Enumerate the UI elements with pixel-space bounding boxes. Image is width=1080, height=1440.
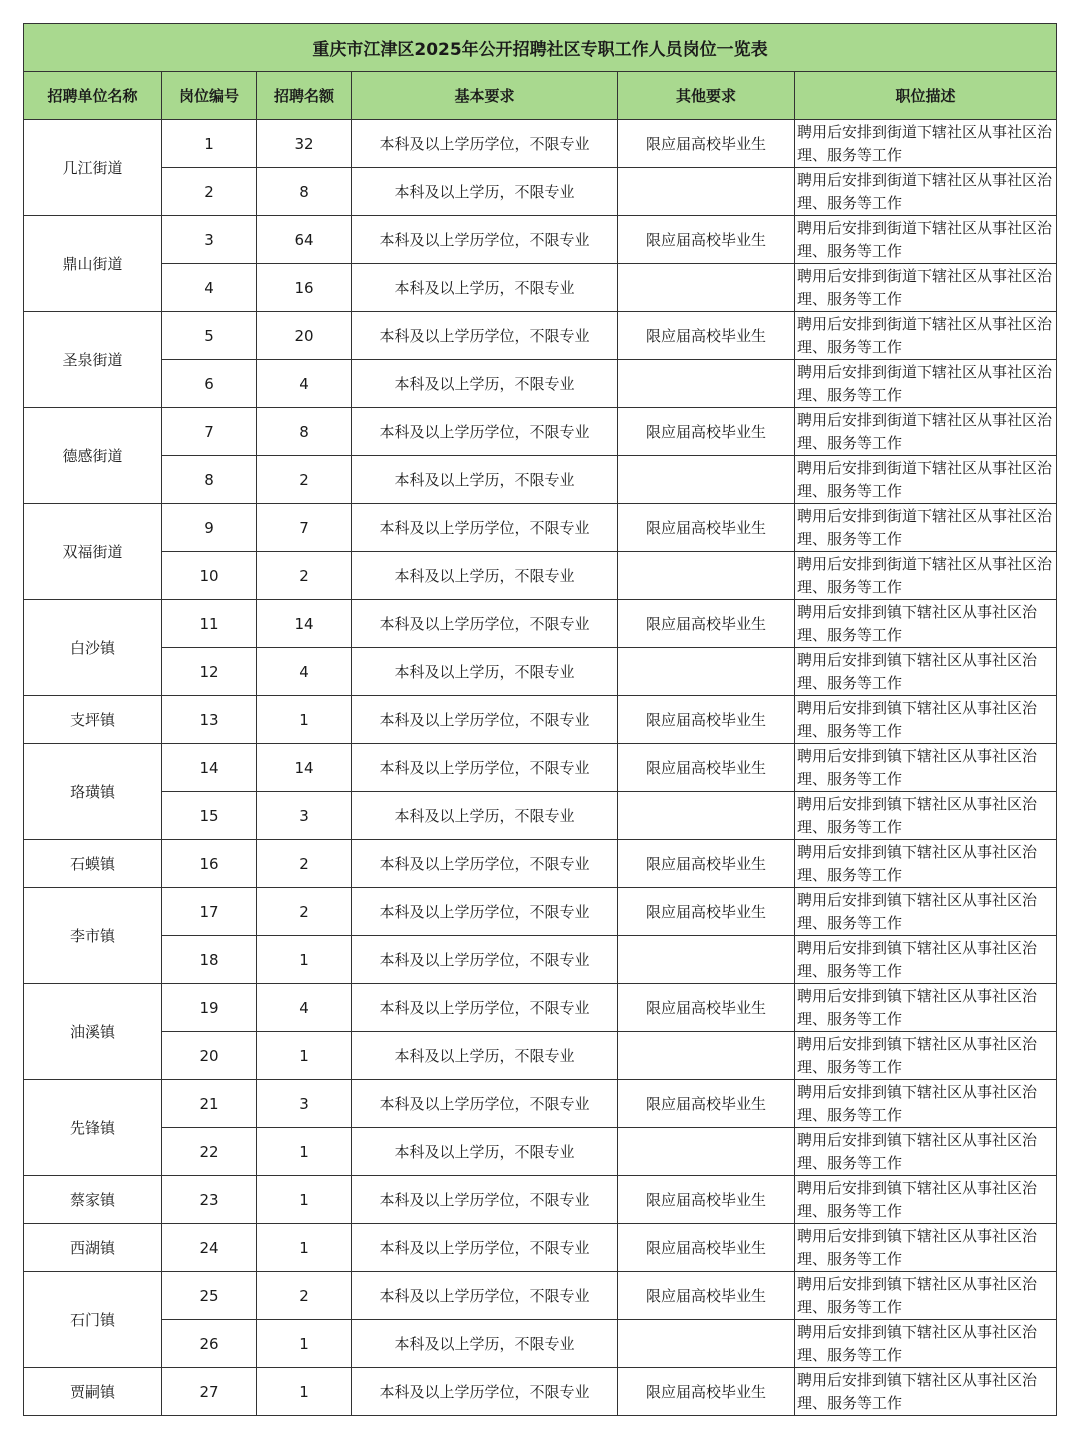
job-description-cell: 聘用后安排到街道下辖社区从事社区治理、服务等工作	[795, 552, 1057, 600]
position-id-cell: 26	[162, 1320, 257, 1368]
position-id-cell: 13	[162, 696, 257, 744]
job-description-cell: 聘用后安排到街道下辖社区从事社区治理、服务等工作	[795, 216, 1057, 264]
unit-name-cell: 德感街道	[24, 408, 162, 504]
table-row	[24, 1368, 1057, 1416]
position-id-cell: 18	[162, 936, 257, 984]
basic-requirement-cell: 本科及以上学历，不限专业	[352, 1128, 618, 1176]
position-id-cell: 14	[162, 744, 257, 792]
other-requirement-cell	[618, 1128, 795, 1176]
job-description-cell: 聘用后安排到街道下辖社区从事社区治理、服务等工作	[795, 264, 1057, 312]
job-description-cell: 聘用后安排到镇下辖社区从事社区治理、服务等工作	[795, 984, 1057, 1032]
unit-name-cell: 先锋镇	[24, 1080, 162, 1176]
table-row	[24, 120, 1057, 168]
position-id-cell: 3	[162, 216, 257, 264]
basic-requirement-cell: 本科及以上学历学位，不限专业	[352, 312, 618, 360]
other-requirement-cell	[618, 456, 795, 504]
table-row	[24, 504, 1057, 552]
table-row	[24, 1032, 1057, 1080]
other-requirement-cell: 限应届高校毕业生	[618, 408, 795, 456]
other-requirement-cell	[618, 264, 795, 312]
unit-name-cell: 双福街道	[24, 504, 162, 600]
basic-requirement-cell: 本科及以上学历，不限专业	[352, 648, 618, 696]
basic-requirement-cell: 本科及以上学历学位，不限专业	[352, 1368, 618, 1416]
quota-cell: 1	[257, 1032, 352, 1080]
other-requirement-cell: 限应届高校毕业生	[618, 984, 795, 1032]
position-id-cell: 4	[162, 264, 257, 312]
other-requirement-cell: 限应届高校毕业生	[618, 1080, 795, 1128]
other-requirement-cell: 限应届高校毕业生	[618, 1272, 795, 1320]
unit-name-cell: 油溪镇	[24, 984, 162, 1080]
quota-cell: 1	[257, 1176, 352, 1224]
basic-requirement-cell: 本科及以上学历，不限专业	[352, 1032, 618, 1080]
quota-cell: 1	[257, 936, 352, 984]
other-requirement-cell: 限应届高校毕业生	[618, 504, 795, 552]
position-id-cell: 27	[162, 1368, 257, 1416]
header-row	[24, 72, 1057, 120]
basic-requirement-cell: 本科及以上学历学位，不限专业	[352, 696, 618, 744]
other-requirement-cell: 限应届高校毕业生	[618, 696, 795, 744]
header-quota: 招聘名额	[257, 72, 352, 120]
other-requirement-cell: 限应届高校毕业生	[618, 888, 795, 936]
quota-cell: 4	[257, 648, 352, 696]
position-id-cell: 7	[162, 408, 257, 456]
basic-requirement-cell: 本科及以上学历，不限专业	[352, 552, 618, 600]
table-body	[24, 120, 1057, 1416]
table-row	[24, 696, 1057, 744]
basic-requirement-cell: 本科及以上学历学位，不限专业	[352, 936, 618, 984]
job-description-cell: 聘用后安排到镇下辖社区从事社区治理、服务等工作	[795, 1080, 1057, 1128]
quota-cell: 8	[257, 408, 352, 456]
basic-requirement-cell: 本科及以上学历学位，不限专业	[352, 504, 618, 552]
header-other-requirements: 其他要求	[618, 72, 795, 120]
job-description-cell: 聘用后安排到镇下辖社区从事社区治理、服务等工作	[795, 936, 1057, 984]
header-position-id: 岗位编号	[162, 72, 257, 120]
unit-name-cell: 西湖镇	[24, 1224, 162, 1272]
basic-requirement-cell: 本科及以上学历，不限专业	[352, 168, 618, 216]
basic-requirement-cell: 本科及以上学历，不限专业	[352, 792, 618, 840]
position-id-cell: 10	[162, 552, 257, 600]
job-description-cell: 聘用后安排到镇下辖社区从事社区治理、服务等工作	[795, 1320, 1057, 1368]
other-requirement-cell	[618, 1320, 795, 1368]
table-row	[24, 840, 1057, 888]
job-description-cell: 聘用后安排到镇下辖社区从事社区治理、服务等工作	[795, 840, 1057, 888]
position-id-cell: 17	[162, 888, 257, 936]
quota-cell: 32	[257, 120, 352, 168]
quota-cell: 20	[257, 312, 352, 360]
other-requirement-cell	[618, 792, 795, 840]
job-description-cell: 聘用后安排到街道下辖社区从事社区治理、服务等工作	[795, 168, 1057, 216]
quota-cell: 2	[257, 1272, 352, 1320]
table-row	[24, 600, 1057, 648]
job-description-cell: 聘用后安排到街道下辖社区从事社区治理、服务等工作	[795, 312, 1057, 360]
basic-requirement-cell: 本科及以上学历学位，不限专业	[352, 744, 618, 792]
quota-cell: 4	[257, 984, 352, 1032]
basic-requirement-cell: 本科及以上学历学位，不限专业	[352, 1080, 618, 1128]
positions-table	[23, 23, 1057, 1416]
unit-name-cell: 珞璜镇	[24, 744, 162, 840]
basic-requirement-cell: 本科及以上学历，不限专业	[352, 1320, 618, 1368]
quota-cell: 1	[257, 1128, 352, 1176]
quota-cell: 1	[257, 696, 352, 744]
job-description-cell: 聘用后安排到街道下辖社区从事社区治理、服务等工作	[795, 408, 1057, 456]
unit-name-cell: 白沙镇	[24, 600, 162, 696]
job-description-cell: 聘用后安排到镇下辖社区从事社区治理、服务等工作	[795, 1272, 1057, 1320]
position-id-cell: 16	[162, 840, 257, 888]
table-row	[24, 312, 1057, 360]
quota-cell: 1	[257, 1368, 352, 1416]
other-requirement-cell	[618, 936, 795, 984]
quota-cell: 14	[257, 600, 352, 648]
basic-requirement-cell: 本科及以上学历学位，不限专业	[352, 600, 618, 648]
table-row	[24, 456, 1057, 504]
table-row	[24, 744, 1057, 792]
quota-cell: 1	[257, 1320, 352, 1368]
job-description-cell: 聘用后安排到镇下辖社区从事社区治理、服务等工作	[795, 1032, 1057, 1080]
table-row	[24, 648, 1057, 696]
other-requirement-cell: 限应届高校毕业生	[618, 1176, 795, 1224]
job-description-cell: 聘用后安排到街道下辖社区从事社区治理、服务等工作	[795, 360, 1057, 408]
unit-name-cell: 支坪镇	[24, 696, 162, 744]
other-requirement-cell	[618, 1032, 795, 1080]
job-description-cell: 聘用后安排到镇下辖社区从事社区治理、服务等工作	[795, 744, 1057, 792]
basic-requirement-cell: 本科及以上学历学位，不限专业	[352, 1224, 618, 1272]
position-id-cell: 11	[162, 600, 257, 648]
table-row	[24, 984, 1057, 1032]
job-description-cell: 聘用后安排到镇下辖社区从事社区治理、服务等工作	[795, 1128, 1057, 1176]
job-description-cell: 聘用后安排到镇下辖社区从事社区治理、服务等工作	[795, 648, 1057, 696]
unit-name-cell: 几江街道	[24, 120, 162, 216]
quota-cell: 2	[257, 456, 352, 504]
table-row	[24, 1176, 1057, 1224]
basic-requirement-cell: 本科及以上学历，不限专业	[352, 264, 618, 312]
position-id-cell: 2	[162, 168, 257, 216]
unit-name-cell: 石门镇	[24, 1272, 162, 1368]
unit-name-cell: 鼎山街道	[24, 216, 162, 312]
job-description-cell: 聘用后安排到镇下辖社区从事社区治理、服务等工作	[795, 1368, 1057, 1416]
quota-cell: 2	[257, 552, 352, 600]
basic-requirement-cell: 本科及以上学历学位，不限专业	[352, 408, 618, 456]
unit-name-cell: 贾嗣镇	[24, 1368, 162, 1416]
table-row	[24, 1128, 1057, 1176]
position-id-cell: 21	[162, 1080, 257, 1128]
table-row	[24, 360, 1057, 408]
job-description-cell: 聘用后安排到镇下辖社区从事社区治理、服务等工作	[795, 888, 1057, 936]
unit-name-cell: 李市镇	[24, 888, 162, 984]
other-requirement-cell: 限应届高校毕业生	[618, 1368, 795, 1416]
table-row	[24, 552, 1057, 600]
basic-requirement-cell: 本科及以上学历学位，不限专业	[352, 1272, 618, 1320]
header-unit-name: 招聘单位名称	[24, 72, 162, 120]
position-id-cell: 22	[162, 1128, 257, 1176]
basic-requirement-cell: 本科及以上学历学位，不限专业	[352, 120, 618, 168]
basic-requirement-cell: 本科及以上学历学位，不限专业	[352, 216, 618, 264]
table-row	[24, 264, 1057, 312]
quota-cell: 4	[257, 360, 352, 408]
basic-requirement-cell: 本科及以上学历学位，不限专业	[352, 1176, 618, 1224]
table-row	[24, 1224, 1057, 1272]
table-row	[24, 1272, 1057, 1320]
position-id-cell: 8	[162, 456, 257, 504]
basic-requirement-cell: 本科及以上学历学位，不限专业	[352, 888, 618, 936]
quota-cell: 64	[257, 216, 352, 264]
table-row	[24, 168, 1057, 216]
quota-cell: 3	[257, 1080, 352, 1128]
basic-requirement-cell: 本科及以上学历，不限专业	[352, 456, 618, 504]
basic-requirement-cell: 本科及以上学历，不限专业	[352, 360, 618, 408]
quota-cell: 1	[257, 1224, 352, 1272]
position-id-cell: 9	[162, 504, 257, 552]
unit-name-cell: 蔡家镇	[24, 1176, 162, 1224]
table-row	[24, 1320, 1057, 1368]
quota-cell: 8	[257, 168, 352, 216]
table-row	[24, 408, 1057, 456]
header-job-description: 职位描述	[795, 72, 1057, 120]
job-description-cell: 聘用后安排到街道下辖社区从事社区治理、服务等工作	[795, 456, 1057, 504]
position-id-cell: 6	[162, 360, 257, 408]
header-basic-requirements: 基本要求	[352, 72, 618, 120]
quota-cell: 3	[257, 792, 352, 840]
position-id-cell: 5	[162, 312, 257, 360]
position-id-cell: 19	[162, 984, 257, 1032]
other-requirement-cell	[618, 648, 795, 696]
unit-name-cell: 石蟆镇	[24, 840, 162, 888]
job-description-cell: 聘用后安排到镇下辖社区从事社区治理、服务等工作	[795, 1176, 1057, 1224]
other-requirement-cell: 限应届高校毕业生	[618, 312, 795, 360]
position-id-cell: 25	[162, 1272, 257, 1320]
job-description-cell: 聘用后安排到街道下辖社区从事社区治理、服务等工作	[795, 504, 1057, 552]
position-id-cell: 15	[162, 792, 257, 840]
other-requirement-cell: 限应届高校毕业生	[618, 600, 795, 648]
quota-cell: 2	[257, 840, 352, 888]
table-row	[24, 936, 1057, 984]
quota-cell: 16	[257, 264, 352, 312]
quota-cell: 7	[257, 504, 352, 552]
other-requirement-cell	[618, 552, 795, 600]
other-requirement-cell: 限应届高校毕业生	[618, 1224, 795, 1272]
table-row	[24, 216, 1057, 264]
table-row	[24, 1080, 1057, 1128]
other-requirement-cell	[618, 360, 795, 408]
position-id-cell: 23	[162, 1176, 257, 1224]
position-id-cell: 12	[162, 648, 257, 696]
job-description-cell: 聘用后安排到镇下辖社区从事社区治理、服务等工作	[795, 696, 1057, 744]
other-requirement-cell: 限应届高校毕业生	[618, 744, 795, 792]
table-title: 重庆市江津区2025年公开招聘社区专职工作人员岗位一览表	[24, 24, 1057, 72]
unit-name-cell: 圣泉街道	[24, 312, 162, 408]
quota-cell: 14	[257, 744, 352, 792]
table-row	[24, 792, 1057, 840]
job-description-cell: 聘用后安排到镇下辖社区从事社区治理、服务等工作	[795, 600, 1057, 648]
job-description-cell: 聘用后安排到镇下辖社区从事社区治理、服务等工作	[795, 1224, 1057, 1272]
position-id-cell: 1	[162, 120, 257, 168]
position-id-cell: 24	[162, 1224, 257, 1272]
basic-requirement-cell: 本科及以上学历学位，不限专业	[352, 840, 618, 888]
quota-cell: 2	[257, 888, 352, 936]
table-row	[24, 888, 1057, 936]
basic-requirement-cell: 本科及以上学历学位，不限专业	[352, 984, 618, 1032]
other-requirement-cell: 限应届高校毕业生	[618, 216, 795, 264]
other-requirement-cell: 限应届高校毕业生	[618, 840, 795, 888]
position-id-cell: 20	[162, 1032, 257, 1080]
job-description-cell: 聘用后安排到镇下辖社区从事社区治理、服务等工作	[795, 792, 1057, 840]
other-requirement-cell: 限应届高校毕业生	[618, 120, 795, 168]
other-requirement-cell	[618, 168, 795, 216]
job-description-cell: 聘用后安排到街道下辖社区从事社区治理、服务等工作	[795, 120, 1057, 168]
